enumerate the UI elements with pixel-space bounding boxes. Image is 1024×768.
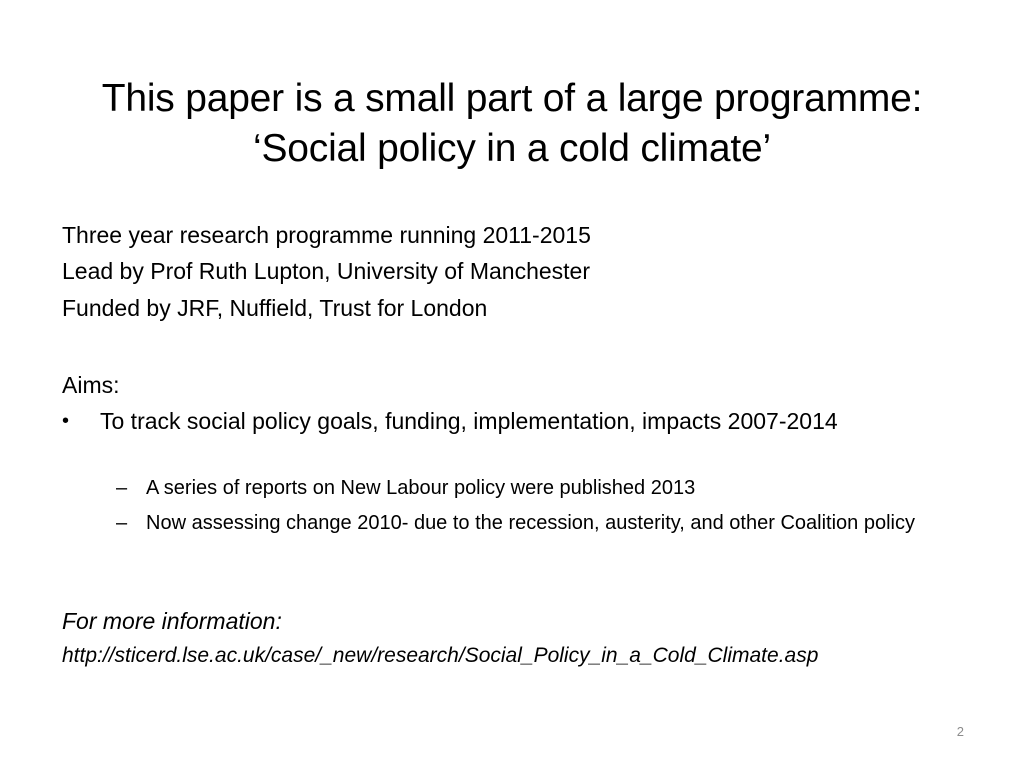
dash-icon: – — [116, 477, 128, 499]
sub-bullet-text-1: A series of reports on New Labour policy were published 2013 — [146, 477, 696, 499]
title-line-2: ‘Social policy in a cold climate’ — [253, 127, 771, 170]
sub-bullet-text-2: Now assessing change 2010- due to the recession, austerity, and other Coalition policy — [146, 512, 915, 534]
page-number: 2 — [956, 724, 964, 739]
aims-label: Aims: — [62, 372, 120, 398]
title-line-1: This paper is a small part of a large programme: — [101, 77, 923, 120]
intro-line-3: Funded by JRF, Nuffield, Trust for London — [62, 295, 488, 321]
intro-line-2: Lead by Prof Ruth Lupton, University of Manchester — [62, 258, 591, 284]
dash-icon: – — [116, 512, 128, 534]
aims-bullet-text: To track social policy goals, funding, implementation, impacts 2007-2014 — [100, 408, 838, 434]
bullet-icon: • — [62, 410, 70, 432]
info-url[interactable]: http://sticerd.lse.ac.uk/case/_new/research/Social_Policy_in_a_Cold_Climate.asp — [62, 644, 819, 667]
intro-line-1: Three year research programme running 2011-2015 — [62, 222, 591, 248]
more-info-label: For more information: — [62, 608, 282, 634]
slide-title — [40, 74, 984, 174]
